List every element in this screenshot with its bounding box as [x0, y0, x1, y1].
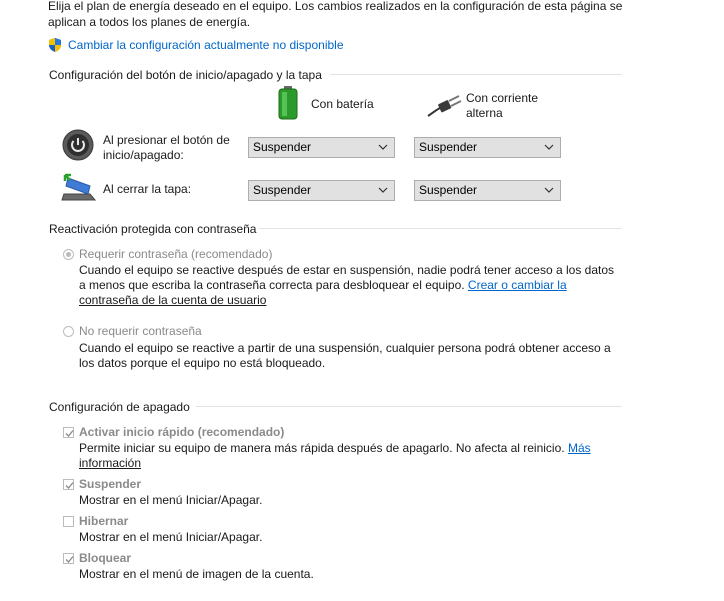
require-password-radio[interactable] [63, 249, 74, 260]
require-password-desc-text: a menos que escriba la contraseña correcta para desbloquear el equipo. [79, 278, 468, 292]
checkmark-icon [64, 480, 75, 491]
sleep-desc: Mostrar en el menú Iniciar/Apagar. [79, 493, 263, 507]
hibernate-label: Hibernar [79, 514, 129, 528]
ac-column-label-line1: Con corriente [466, 91, 539, 105]
no-require-password-desc-line2: los datos porque el equipo no está bloqueado. [79, 356, 326, 370]
group-divider [330, 74, 622, 75]
more-info-link-line2[interactable]: información [79, 456, 142, 470]
password-group-title: Reactivación protegida con contraseña [49, 222, 257, 236]
chevron-down-icon [378, 143, 388, 151]
change-unavailable-settings-link[interactable]: Cambiar la configuración actualmente no disponible [68, 38, 344, 52]
dropdown-value: Suspender [253, 140, 312, 154]
create-change-password-link[interactable]: Crear o cambiar la [467, 278, 567, 292]
sleep-checkbox[interactable] [63, 479, 74, 490]
battery-icon [277, 86, 299, 120]
sleep-label: Suspender [79, 477, 142, 491]
lid-battery-dropdown[interactable] [248, 180, 395, 201]
uac-shield-icon [47, 37, 63, 53]
chevron-down-icon [544, 186, 554, 194]
require-password-label: Requerir contraseña (recomendado) [79, 247, 273, 261]
lid-ac-dropdown[interactable] [414, 180, 561, 201]
user-account-password-link[interactable]: contraseña de la cuenta de usuario [79, 293, 267, 307]
checkmark-icon [64, 554, 75, 565]
dropdown-value: Suspender [419, 140, 478, 154]
hibernate-checkbox[interactable] [63, 516, 74, 527]
fast-startup-desc-text: Permite iniciar su equipo de manera más rápida después de apagarlo. No afecta al reinicio. [79, 441, 568, 455]
lock-checkbox[interactable] [63, 553, 74, 564]
power-button-battery-dropdown[interactable] [248, 137, 395, 158]
no-require-password-label: No requerir contraseña [79, 324, 202, 338]
lid-label: Al cerrar la tapa: [103, 182, 192, 196]
lock-label: Bloquear [79, 551, 132, 565]
lock-desc: Mostrar en el menú de imagen de la cuenta. [79, 567, 314, 581]
dropdown-value: Suspender [253, 183, 312, 197]
power-button-ac-dropdown[interactable] [414, 137, 561, 158]
ac-column-label-line2: alterna [466, 106, 503, 120]
battery-column-label: Con batería [311, 97, 374, 111]
hibernate-desc: Mostrar en el menú Iniciar/Apagar. [79, 530, 263, 544]
checkmark-icon [64, 428, 75, 439]
power-button-label-line2: inicio/apagado: [103, 148, 184, 162]
fast-startup-desc [79, 441, 591, 456]
more-info-link[interactable]: Más [567, 441, 591, 455]
power-plug-icon [426, 94, 462, 118]
no-require-password-radio[interactable] [63, 326, 74, 337]
dropdown-value: Suspender [419, 183, 478, 197]
chevron-down-icon [544, 143, 554, 151]
no-require-password-desc-line1: Cuando el equipo se reactive a partir de una suspensión, cualquier persona podrá obtener acceso a [79, 341, 611, 355]
require-password-desc-line2 [79, 278, 567, 293]
chevron-down-icon [378, 186, 388, 194]
power-button-icon [62, 129, 94, 161]
power-buttons-group-title: Configuración del botón de inicio/apagado y la tapa [49, 68, 322, 82]
fast-startup-checkbox[interactable] [63, 427, 74, 438]
group-divider [259, 228, 622, 229]
power-button-label-line1: Al presionar el botón de [103, 133, 230, 147]
fast-startup-label: Activar inicio rápido (recomendado) [79, 425, 285, 439]
laptop-lid-icon [60, 172, 96, 202]
intro-text: Elija el plan de energía deseado en el equipo. Los cambios realizados en la configuración de esta página se aplican a todos los planes de energía. [48, 0, 623, 29]
require-password-desc-line1: Cuando el equipo se reactive después de estar en suspensión, nadie podrá tener acceso a los datos [79, 263, 615, 277]
shutdown-group-title: Configuración de apagado [49, 400, 190, 414]
group-divider [196, 406, 622, 407]
